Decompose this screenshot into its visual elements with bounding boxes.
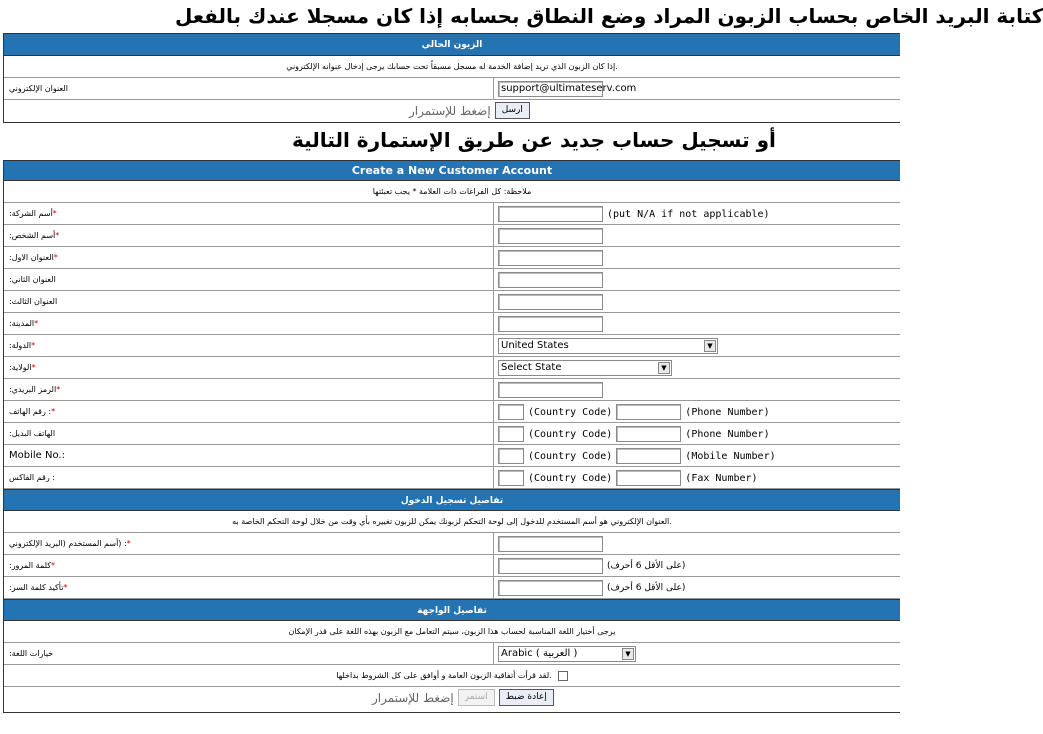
continue-text: إضغط للإستمرار (409, 103, 491, 118)
login-details-title: تفاصيل تسجيل الدخول (4, 489, 900, 511)
email-label: العنوان الإلكتروني (7, 78, 494, 100)
chevron-down-icon[interactable]: ▼ (658, 362, 670, 374)
fax-number-hint: (Fax Number) (685, 472, 758, 484)
country-code-hint: (Country Code) (528, 428, 613, 440)
mobile-label: Mobile No.: (7, 445, 494, 467)
zip-input[interactable] (498, 382, 603, 398)
address3-label: العنوان الثالث: (7, 291, 494, 313)
zip-label: *الرمز البريدي: (7, 379, 494, 401)
phone-number-hint: (Phone Number) (685, 406, 770, 418)
interface-details-title: تفاصيل الواجهة (4, 599, 900, 621)
phone-country-code-input[interactable] (498, 404, 524, 420)
company-label: *أسم الشركة: (7, 203, 494, 225)
username-label: *: (أسم المستخدم (البريد الإلكتروني (7, 533, 494, 555)
city-input[interactable] (498, 316, 603, 332)
username-input[interactable] (498, 536, 603, 552)
address1-label: *العنوان الاول: (7, 247, 494, 269)
alt-phone-label: الهاتف البديل: (7, 423, 494, 445)
login-note: .العنوان الإلكتروني هو أسم المستخدم للدخول إلى لوحة التحكم لزبونك يمكن للزبون تغييره بأي وقت من خلال لوحة التحكم الخاصة به (4, 511, 900, 533)
new-account-title: Create a New Customer Account (4, 161, 900, 181)
mobile-country-code-input[interactable] (498, 448, 524, 464)
chevron-down-icon[interactable]: ▼ (622, 648, 634, 660)
person-label: *أسم الشخص: (7, 225, 494, 247)
mobile-number-hint: (Mobile Number) (685, 450, 776, 462)
top-heading: كتابة البريد الخاص بحساب الزبون المراد وضع النطاق بحسابه إذا كان مسجلا عندك بالفعل (175, 4, 1043, 28)
middle-heading: أو تسجيل حساب جديد عن طريق الإستمارة التالية (292, 128, 776, 152)
confirm-password-label: *تأكيد كلمة السر: (7, 577, 494, 599)
address2-input[interactable] (498, 272, 603, 288)
alt-phone-number-input[interactable] (616, 426, 681, 442)
fax-label: : رقم الفاكس (7, 467, 494, 489)
reset-button[interactable]: إعادة ضبط (499, 689, 554, 706)
continue-button[interactable]: استمر (458, 689, 495, 706)
password-hint: (على الأقل 6 أحرف) (607, 561, 686, 571)
state-select[interactable]: Select State ▼ (498, 360, 672, 376)
new-account-panel (3, 160, 900, 713)
interface-note: يرجى أختيار اللغة المناسبة لحساب هذا الزبون، سيتم التعامل مع الزبون بهذه اللغة على قدر الإمكان (4, 621, 900, 643)
submit-button[interactable]: ارسل (495, 102, 530, 119)
company-input[interactable] (498, 206, 603, 222)
company-hint: (put N/A if not applicable) (607, 208, 770, 220)
current-customer-note: .إذا كان الزبون الذي تريد إضافة الخدمة له مسجل مسبقاً تحت حسابك يرجى إدخال عنوانه الإلكتروني (4, 56, 900, 78)
address2-label: العنوان الثاني: (7, 269, 494, 291)
country-code-hint: (Country Code) (528, 472, 613, 484)
required-note: ملاحظة: كل الفراغات ذات العلامة * يجب تعبئتها (4, 181, 900, 203)
password-label: *كلمة المرور: (7, 555, 494, 577)
language-label: خيارات اللغة: (7, 643, 494, 665)
address1-input[interactable] (498, 250, 603, 266)
continue-text: إضغط للإستمرار (372, 690, 454, 705)
existing-email-input[interactable]: support@ultimateserv.com (498, 81, 603, 97)
current-customer-title: الزبون الحالي (4, 34, 900, 56)
confirm-password-hint: (على الأقل 6 أحرف) (607, 583, 686, 593)
mobile-number-input[interactable] (616, 448, 681, 464)
address3-input[interactable] (498, 294, 603, 310)
country-label: *الدولة: (7, 335, 494, 357)
country-select[interactable]: United States ▼ (498, 338, 718, 354)
password-input[interactable] (498, 558, 603, 574)
agree-text: .لقد قرأت أتفاقية الزبون العامة و أوافق على كل الشروط بداخلها (336, 670, 552, 680)
state-label: *الولاية: (7, 357, 494, 379)
chevron-down-icon[interactable]: ▼ (704, 340, 716, 352)
current-customer-panel (3, 33, 900, 123)
country-code-hint: (Country Code) (528, 450, 613, 462)
fax-number-input[interactable] (616, 470, 681, 486)
phone-number-hint: (Phone Number) (685, 428, 770, 440)
country-code-hint: (Country Code) (528, 406, 613, 418)
person-input[interactable] (498, 228, 603, 244)
language-select[interactable]: Arabic ( العربية ) ▼ (498, 646, 636, 662)
agree-checkbox[interactable] (558, 671, 568, 681)
alt-phone-country-code-input[interactable] (498, 426, 524, 442)
phone-number-input[interactable] (616, 404, 681, 420)
phone-label: *: رقم الهاتف (7, 401, 494, 423)
confirm-password-input[interactable] (498, 580, 603, 596)
fax-country-code-input[interactable] (498, 470, 524, 486)
city-label: *المدينة: (7, 313, 494, 335)
